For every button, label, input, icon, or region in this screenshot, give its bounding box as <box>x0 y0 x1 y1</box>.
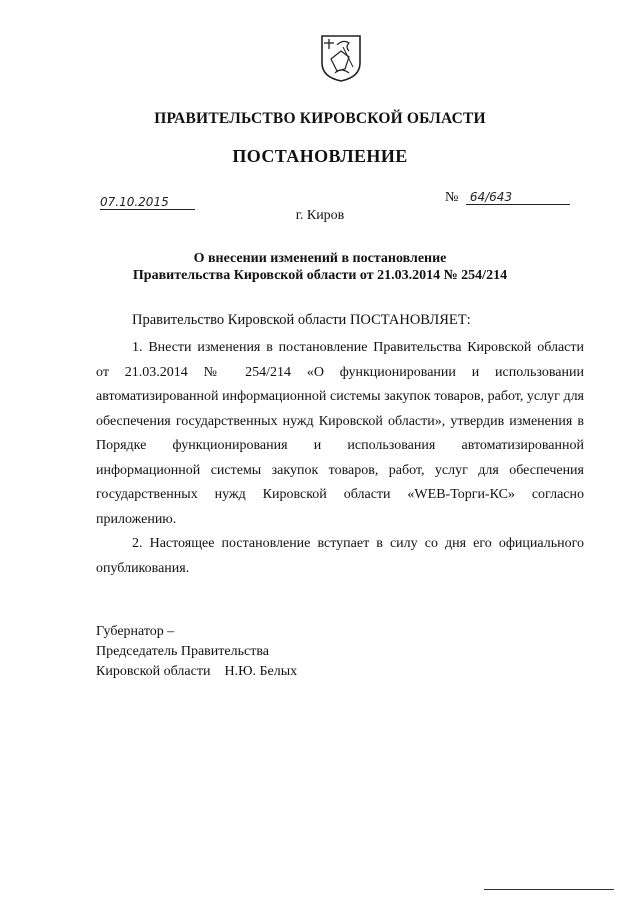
organization-title: ПРАВИТЕЛЬСТВО КИРОВСКОЙ ОБЛАСТИ <box>154 110 486 127</box>
paragraph-2: 2. Настоящее постановление вступает в силу со дня его официального опубликования. <box>96 536 584 576</box>
signature-line-1: Губернатор – <box>96 624 175 639</box>
paragraph-1: 1. Внести изменения в постановление Правительства Кировской области от 21.03.2014 № 254/214 «О функционировании и использовании автоматизированной информационной системы закупок товаров, работ, услуг для обеспечения государственных нужд Кировской области», утвердив изменения в Порядке функционирования и использования автоматизированной информационной системы закупок товаров, работ, услуг для обеспечения государственных нужд Кировской области «WEB-Торги-КС» согласно приложению. <box>96 340 584 527</box>
document-number <box>445 190 570 206</box>
number-value: 64/643 <box>466 190 570 205</box>
subject-line-1: О внесении изменений в постановление <box>193 251 447 266</box>
coat-of-arms-icon <box>319 33 363 83</box>
number-prefix: № <box>445 190 459 205</box>
signature-line-2: Председатель Правительства <box>96 644 269 659</box>
city: г. Киров <box>295 208 345 223</box>
document-type-title: ПОСТАНОВЛЕНИЕ <box>232 146 408 166</box>
footer-divider <box>484 889 614 890</box>
signature-block <box>96 622 297 682</box>
date-value: 07.10.2015 <box>100 195 195 210</box>
document-body <box>96 336 584 581</box>
preamble: Правительство Кировской области ПОСТАНОВЛЯЕТ: <box>132 312 471 328</box>
signature-line-3: Кировской области Н.Ю. Белых <box>96 664 298 679</box>
subject-heading <box>0 250 640 284</box>
subject-line-2: Правительства Кировской области от 21.03.2014 № 254/214 <box>132 268 508 283</box>
